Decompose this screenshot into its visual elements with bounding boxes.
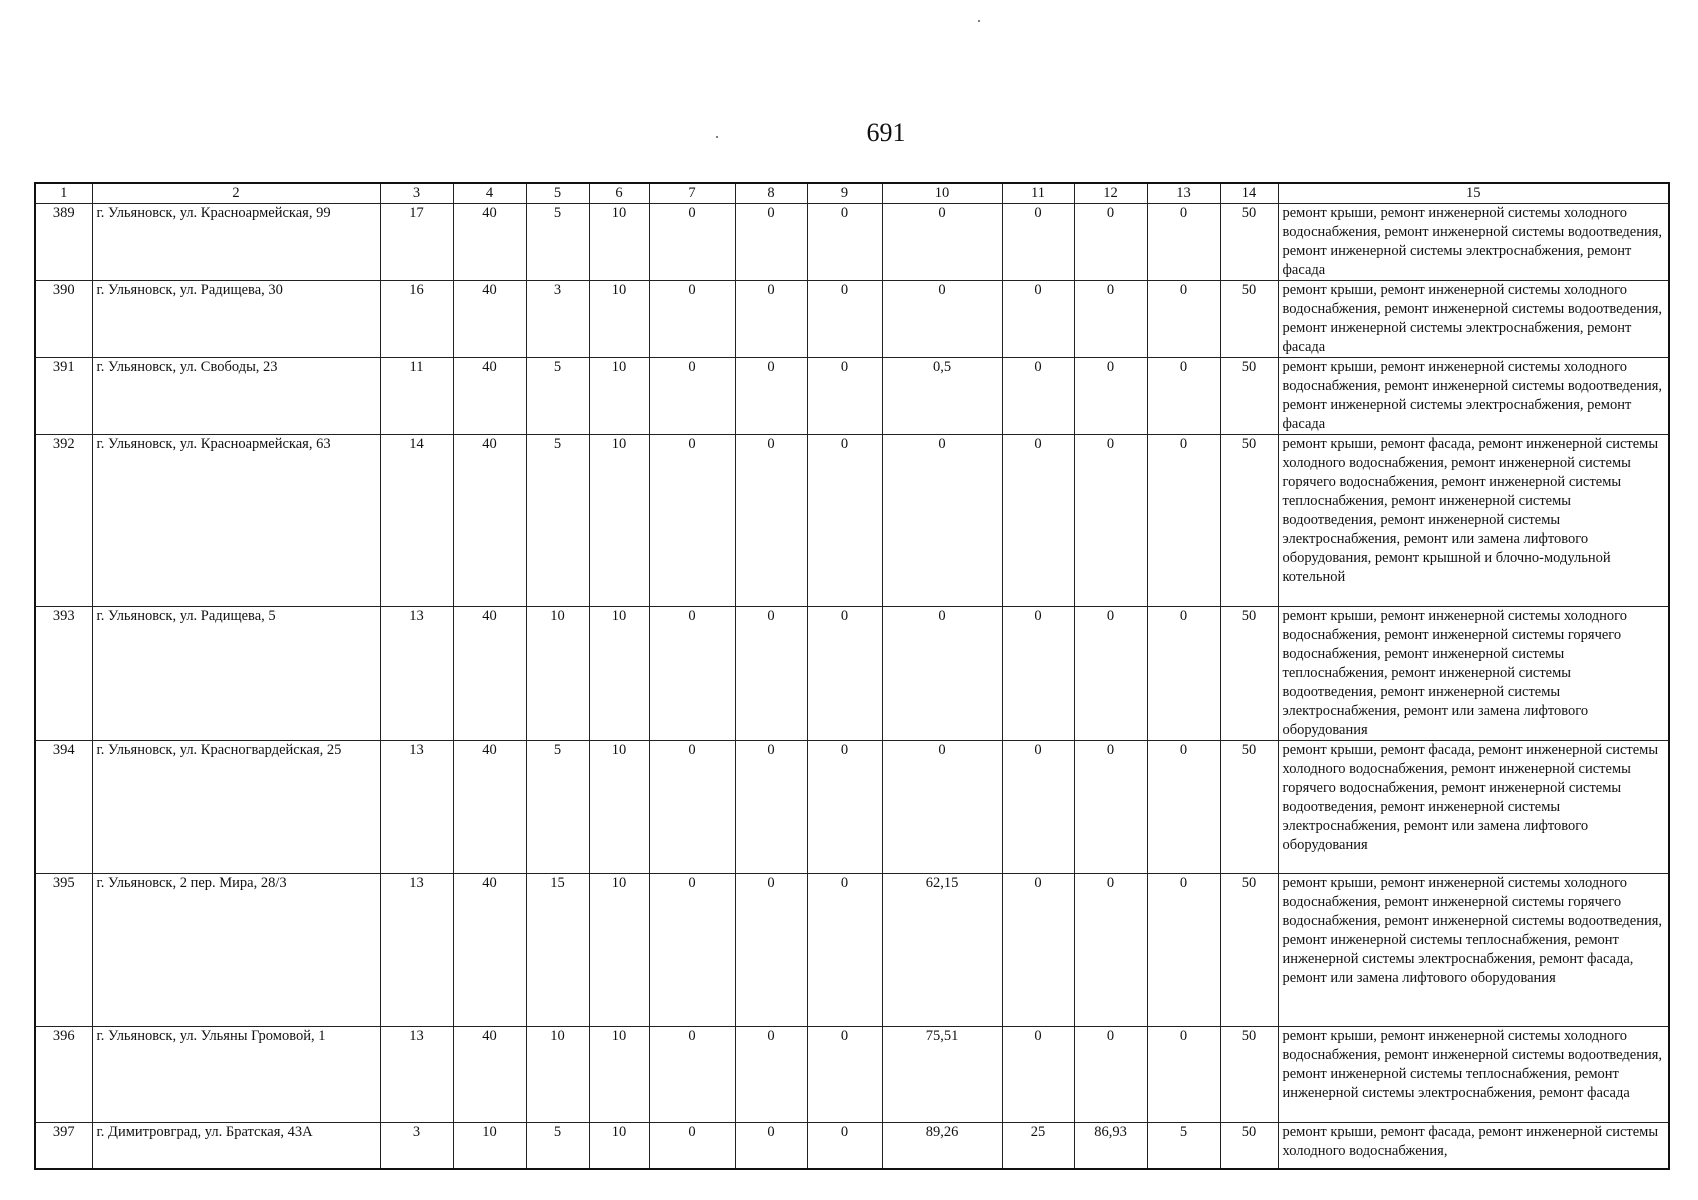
- value-cell: 10: [589, 1123, 649, 1169]
- value-cell: 0: [882, 741, 1002, 874]
- value-cell: 0: [1147, 435, 1220, 607]
- column-number: 6: [589, 183, 649, 204]
- value-cell: 50: [1220, 358, 1278, 435]
- value-cell: 50: [1220, 1123, 1278, 1169]
- address-cell: г. Димитровград, ул. Братская, 43А: [92, 1123, 380, 1169]
- value-cell: 86,93: [1074, 1123, 1147, 1169]
- value-cell: 40: [453, 607, 526, 741]
- address-cell: г. Ульяновск, ул. Радищева, 30: [92, 281, 380, 358]
- value-cell: 0: [649, 741, 735, 874]
- value-cell: 0: [1002, 874, 1074, 1027]
- value-cell: 13: [380, 741, 453, 874]
- value-cell: 10: [589, 358, 649, 435]
- value-cell: 50: [1220, 281, 1278, 358]
- value-cell: 0: [1002, 204, 1074, 281]
- column-number: 14: [1220, 183, 1278, 204]
- value-cell: 0: [807, 607, 882, 741]
- value-cell: 0: [1147, 607, 1220, 741]
- value-cell: 40: [453, 435, 526, 607]
- value-cell: 50: [1220, 874, 1278, 1027]
- value-cell: 10: [526, 1027, 589, 1123]
- value-cell: 5: [526, 435, 589, 607]
- value-cell: 40: [453, 741, 526, 874]
- table-row: [35, 1123, 1669, 1169]
- scan-speck: [716, 136, 718, 138]
- value-cell: 11: [380, 358, 453, 435]
- value-cell: 0: [735, 435, 807, 607]
- value-cell: 0: [1074, 435, 1147, 607]
- value-cell: 50: [1220, 204, 1278, 281]
- value-cell: 89,26: [882, 1123, 1002, 1169]
- value-cell: 0: [1074, 874, 1147, 1027]
- column-number: 8: [735, 183, 807, 204]
- value-cell: 0: [1074, 607, 1147, 741]
- column-number: 1: [35, 183, 92, 204]
- column-number: 4: [453, 183, 526, 204]
- row-number: 391: [35, 358, 92, 435]
- column-number: 13: [1147, 183, 1220, 204]
- value-cell: 40: [453, 1027, 526, 1123]
- row-number: 395: [35, 874, 92, 1027]
- value-cell: 10: [589, 1027, 649, 1123]
- table-row: [35, 358, 1669, 435]
- value-cell: 17: [380, 204, 453, 281]
- column-number: 11: [1002, 183, 1074, 204]
- address-cell: г. Ульяновск, ул. Свободы, 23: [92, 358, 380, 435]
- value-cell: 0: [649, 607, 735, 741]
- value-cell: 0: [1002, 1027, 1074, 1123]
- column-number: 12: [1074, 183, 1147, 204]
- value-cell: 0: [1147, 358, 1220, 435]
- value-cell: 0: [1147, 281, 1220, 358]
- table-row: [35, 607, 1669, 741]
- value-cell: 0: [735, 358, 807, 435]
- value-cell: 10: [589, 741, 649, 874]
- value-cell: 0: [807, 435, 882, 607]
- value-cell: 5: [526, 204, 589, 281]
- value-cell: 0: [735, 204, 807, 281]
- value-cell: 0: [649, 1027, 735, 1123]
- value-cell: 0: [735, 1123, 807, 1169]
- value-cell: 5: [526, 1123, 589, 1169]
- value-cell: 0: [735, 1027, 807, 1123]
- works-cell: ремонт крыши, ремонт фасада, ремонт инженерной системы холодного водоснабжения, ремонт инженерной системы горячего водоснабжения, ремонт инженерной системы теплоснабжения, ремонт инженерной системы водоотведения, ремонт инженерной системы электроснабжения, ремонт или замена лифтового оборудования, ремонт крышной и блочно-модульной котельной: [1278, 435, 1669, 607]
- repair-register-table: [34, 182, 1670, 1170]
- value-cell: 62,15: [882, 874, 1002, 1027]
- works-cell: ремонт крыши, ремонт фасада, ремонт инженерной системы холодного водоснабжения, ремонт инженерной системы горячего водоснабжения, ремонт инженерной системы водоотведения, ремонт инженерной системы электроснабжения, ремонт или замена лифтового оборудования: [1278, 741, 1669, 874]
- table-row: [35, 874, 1669, 1027]
- value-cell: 3: [380, 1123, 453, 1169]
- value-cell: 0: [1002, 358, 1074, 435]
- works-cell: ремонт крыши, ремонт инженерной системы холодного водоснабжения, ремонт инженерной системы водоотведения, ремонт инженерной системы теплоснабжения, ремонт инженерной системы электроснабжения, ремонт фасада: [1278, 1027, 1669, 1123]
- value-cell: 0: [807, 741, 882, 874]
- page-number: 691: [866, 118, 906, 147]
- value-cell: 0: [649, 1123, 735, 1169]
- works-cell: ремонт крыши, ремонт инженерной системы холодного водоснабжения, ремонт инженерной системы горячего водоснабжения, ремонт инженерной системы теплоснабжения, ремонт инженерной системы водоотведения, ремонт инженерной системы электроснабжения, ремонт или замена лифтового оборудования: [1278, 607, 1669, 741]
- value-cell: 0: [1074, 204, 1147, 281]
- row-number: 396: [35, 1027, 92, 1123]
- value-cell: 5: [1147, 1123, 1220, 1169]
- value-cell: 5: [526, 741, 589, 874]
- value-cell: 0: [735, 281, 807, 358]
- works-cell: ремонт крыши, ремонт инженерной системы холодного водоснабжения, ремонт инженерной системы водоотведения, ремонт инженерной системы электроснабжения, ремонт фасада: [1278, 204, 1669, 281]
- value-cell: 0: [882, 281, 1002, 358]
- address-cell: г. Ульяновск, ул. Радищева, 5: [92, 607, 380, 741]
- value-cell: 0: [1074, 358, 1147, 435]
- value-cell: 0: [735, 874, 807, 1027]
- column-number: 3: [380, 183, 453, 204]
- value-cell: 0: [1147, 1027, 1220, 1123]
- value-cell: 0: [807, 1027, 882, 1123]
- value-cell: 0: [649, 281, 735, 358]
- value-cell: 10: [589, 435, 649, 607]
- value-cell: 10: [526, 607, 589, 741]
- value-cell: 0: [807, 204, 882, 281]
- value-cell: 10: [589, 874, 649, 1027]
- value-cell: 50: [1220, 1027, 1278, 1123]
- column-number: 9: [807, 183, 882, 204]
- value-cell: 0: [1002, 741, 1074, 874]
- value-cell: 0: [1002, 281, 1074, 358]
- value-cell: 0: [649, 204, 735, 281]
- value-cell: 0: [882, 607, 1002, 741]
- value-cell: 0: [735, 607, 807, 741]
- value-cell: 0: [649, 358, 735, 435]
- column-number: 10: [882, 183, 1002, 204]
- column-number: 15: [1278, 183, 1669, 204]
- column-number: 7: [649, 183, 735, 204]
- value-cell: 0: [882, 204, 1002, 281]
- value-cell: 10: [589, 204, 649, 281]
- value-cell: 0: [1147, 204, 1220, 281]
- works-cell: ремонт крыши, ремонт фасада, ремонт инженерной системы холодного водоснабжения,: [1278, 1123, 1669, 1169]
- address-cell: г. Ульяновск, ул. Красноармейская, 99: [92, 204, 380, 281]
- value-cell: 10: [589, 281, 649, 358]
- row-number: 397: [35, 1123, 92, 1169]
- value-cell: 50: [1220, 435, 1278, 607]
- row-number: 389: [35, 204, 92, 281]
- value-cell: 50: [1220, 741, 1278, 874]
- value-cell: 40: [453, 281, 526, 358]
- value-cell: 0: [1074, 281, 1147, 358]
- value-cell: 13: [380, 1027, 453, 1123]
- value-cell: 40: [453, 204, 526, 281]
- value-cell: 0: [1002, 435, 1074, 607]
- value-cell: 0: [807, 1123, 882, 1169]
- row-number: 392: [35, 435, 92, 607]
- value-cell: 0: [649, 874, 735, 1027]
- value-cell: 0: [1147, 874, 1220, 1027]
- row-number: 393: [35, 607, 92, 741]
- works-cell: ремонт крыши, ремонт инженерной системы холодного водоснабжения, ремонт инженерной системы горячего водоснабжения, ремонт инженерной системы водоотведения, ремонт инженерной системы теплоснабжения, ремонт инженерной системы электроснабжения, ремонт фасада, ремонт или замена лифтового оборудования: [1278, 874, 1669, 1027]
- value-cell: 0: [807, 281, 882, 358]
- value-cell: 0,5: [882, 358, 1002, 435]
- value-cell: 13: [380, 874, 453, 1027]
- table-row: [35, 204, 1669, 281]
- column-number: 5: [526, 183, 589, 204]
- table-row: [35, 435, 1669, 607]
- value-cell: 40: [453, 358, 526, 435]
- value-cell: 10: [589, 607, 649, 741]
- value-cell: 0: [807, 874, 882, 1027]
- value-cell: 25: [1002, 1123, 1074, 1169]
- scan-speck: [978, 20, 980, 22]
- column-number-row: [35, 183, 1669, 204]
- value-cell: 16: [380, 281, 453, 358]
- value-cell: 10: [453, 1123, 526, 1169]
- value-cell: 0: [1147, 741, 1220, 874]
- value-cell: 75,51: [882, 1027, 1002, 1123]
- table-row: [35, 1027, 1669, 1123]
- works-cell: ремонт крыши, ремонт инженерной системы холодного водоснабжения, ремонт инженерной системы водоотведения, ремонт инженерной системы электроснабжения, ремонт фасада: [1278, 358, 1669, 435]
- value-cell: 13: [380, 607, 453, 741]
- value-cell: 0: [649, 435, 735, 607]
- value-cell: 5: [526, 358, 589, 435]
- table-row: [35, 281, 1669, 358]
- works-cell: ремонт крыши, ремонт инженерной системы холодного водоснабжения, ремонт инженерной системы водоотведения, ремонт инженерной системы электроснабжения, ремонт фасада: [1278, 281, 1669, 358]
- table-row: [35, 741, 1669, 874]
- value-cell: 14: [380, 435, 453, 607]
- value-cell: 0: [882, 435, 1002, 607]
- value-cell: 0: [1074, 741, 1147, 874]
- row-number: 390: [35, 281, 92, 358]
- address-cell: г. Ульяновск, ул. Красногвардейская, 25: [92, 741, 380, 874]
- row-number: 394: [35, 741, 92, 874]
- value-cell: 0: [1002, 607, 1074, 741]
- value-cell: 0: [735, 741, 807, 874]
- value-cell: 40: [453, 874, 526, 1027]
- value-cell: 15: [526, 874, 589, 1027]
- value-cell: 0: [1074, 1027, 1147, 1123]
- value-cell: 3: [526, 281, 589, 358]
- address-cell: г. Ульяновск, ул. Красноармейская, 63: [92, 435, 380, 607]
- column-number: 2: [92, 183, 380, 204]
- address-cell: г. Ульяновск, 2 пер. Мира, 28/3: [92, 874, 380, 1027]
- value-cell: 50: [1220, 607, 1278, 741]
- value-cell: 0: [807, 358, 882, 435]
- address-cell: г. Ульяновск, ул. Ульяны Громовой, 1: [92, 1027, 380, 1123]
